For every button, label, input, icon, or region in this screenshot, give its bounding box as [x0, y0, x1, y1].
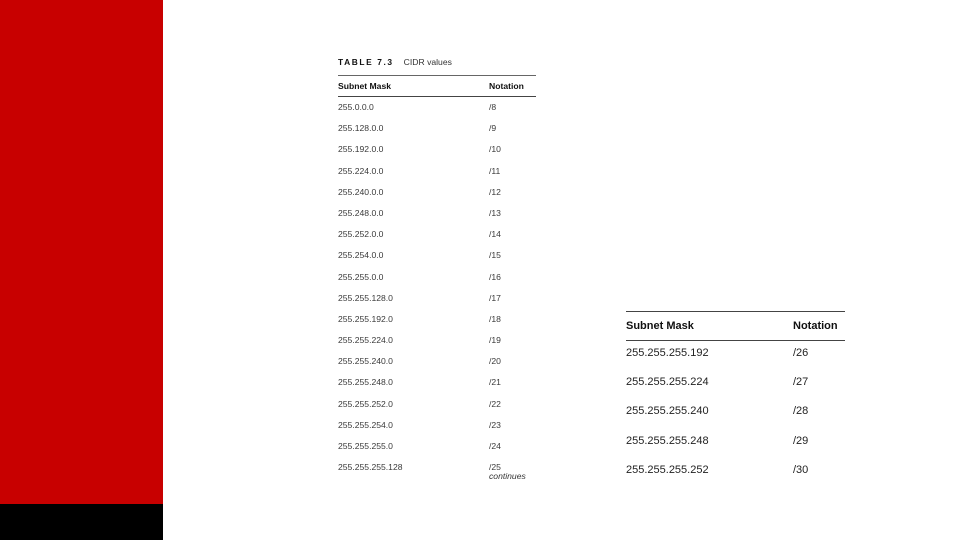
- subnet-mask-cell: 255.255.248.0: [338, 377, 393, 388]
- table-row: [338, 436, 536, 457]
- notation-cell: /14: [489, 229, 501, 240]
- table-row: [338, 372, 536, 393]
- notation-cell: /12: [489, 186, 501, 197]
- table-row: [338, 97, 536, 118]
- table-header-row: [338, 75, 536, 97]
- subnet-mask-cell: 255.224.0.0: [338, 165, 384, 176]
- table-row: [626, 458, 845, 487]
- table-body: [338, 97, 536, 478]
- table-number: TABLE 7.3: [338, 57, 394, 67]
- subnet-mask-cell: 255.255.255.0: [338, 441, 393, 451]
- subnet-mask-cell: 255.0.0.0: [338, 102, 374, 112]
- subnet-mask-cell: 255.240.0.0: [338, 186, 384, 197]
- table-header-row: [626, 311, 845, 341]
- subnet-mask-cell: 255.255.255.192: [626, 347, 709, 359]
- table-row: [626, 370, 845, 399]
- table-row: [626, 341, 845, 370]
- notation-cell: /15: [489, 250, 501, 261]
- subnet-mask-cell: 255.255.255.252: [626, 463, 709, 476]
- notation-cell: /13: [489, 207, 501, 218]
- table-row: [338, 245, 536, 266]
- subnet-mask-cell: 255.255.255.248: [626, 434, 709, 447]
- notation-cell: /16: [489, 271, 501, 282]
- left-black-band: [0, 504, 163, 540]
- cidr-table-main: [338, 57, 536, 481]
- notation-cell: /24: [489, 441, 501, 451]
- table-row: [338, 182, 536, 203]
- subnet-mask-cell: 255.255.128.0: [338, 292, 393, 303]
- subnet-mask-cell: 255.255.224.0: [338, 335, 393, 346]
- continues-note: continues: [489, 471, 526, 481]
- table-row: [338, 118, 536, 139]
- table-row: [626, 429, 845, 458]
- notation-cell: /10: [489, 144, 501, 155]
- notation-cell: /18: [489, 313, 501, 324]
- subnet-mask-cell: 255.255.255.240: [626, 405, 709, 418]
- notation-cell: /30: [793, 463, 809, 476]
- table-row: [338, 139, 536, 160]
- table-row: [338, 394, 536, 415]
- table-row: [338, 415, 536, 436]
- subnet-mask-cell: 255.255.192.0: [338, 313, 393, 324]
- table-row: [338, 267, 536, 288]
- subnet-mask-cell: 255.255.254.0: [338, 419, 393, 430]
- subnet-mask-cell: 255.255.0.0: [338, 271, 384, 282]
- notation-cell: /27: [793, 376, 809, 389]
- header-subnet-mask: Subnet Mask: [626, 320, 694, 332]
- notation-cell: /9: [489, 123, 497, 134]
- subnet-mask-cell: 255.255.255.128: [338, 462, 403, 473]
- table-row: [338, 351, 536, 372]
- table-row: [338, 330, 536, 351]
- subnet-mask-cell: 255.128.0.0: [338, 123, 384, 134]
- notation-cell: /19: [489, 335, 501, 346]
- notation-cell: /25: [489, 462, 501, 473]
- header-subnet-mask: Subnet Mask: [338, 81, 392, 91]
- subnet-mask-cell: 255.254.0.0: [338, 250, 384, 261]
- subnet-mask-cell: 255.252.0.0: [338, 229, 384, 240]
- notation-cell: /8: [489, 102, 497, 112]
- notation-cell: /26: [793, 347, 809, 359]
- table-row: [338, 224, 536, 245]
- notation-cell: /21: [489, 377, 501, 388]
- notation-cell: /29: [793, 434, 809, 447]
- subnet-mask-cell: 255.255.252.0: [338, 398, 393, 409]
- table-caption: [338, 57, 536, 75]
- notation-cell: /23: [489, 419, 501, 430]
- notation-cell: /28: [793, 405, 809, 418]
- table-row: [338, 161, 536, 182]
- table-title: CIDR values: [403, 57, 452, 67]
- subnet-mask-cell: 255.192.0.0: [338, 144, 384, 155]
- subnet-mask-cell: 255.255.255.224: [626, 376, 709, 389]
- left-red-band: [0, 0, 163, 504]
- table-row: [626, 399, 845, 428]
- table-body: [626, 341, 845, 487]
- subnet-mask-cell: 255.248.0.0: [338, 207, 384, 218]
- header-notation: Notation: [793, 320, 838, 332]
- notation-cell: /17: [489, 292, 501, 303]
- header-notation: Notation: [489, 81, 524, 91]
- subnet-mask-cell: 255.255.240.0: [338, 356, 393, 367]
- table-row: [338, 309, 536, 330]
- notation-cell: /11: [489, 165, 501, 176]
- notation-cell: /20: [489, 356, 501, 367]
- cidr-table-continued: [626, 311, 845, 487]
- notation-cell: /22: [489, 398, 501, 409]
- table-row: [338, 288, 536, 309]
- table-row: [338, 203, 536, 224]
